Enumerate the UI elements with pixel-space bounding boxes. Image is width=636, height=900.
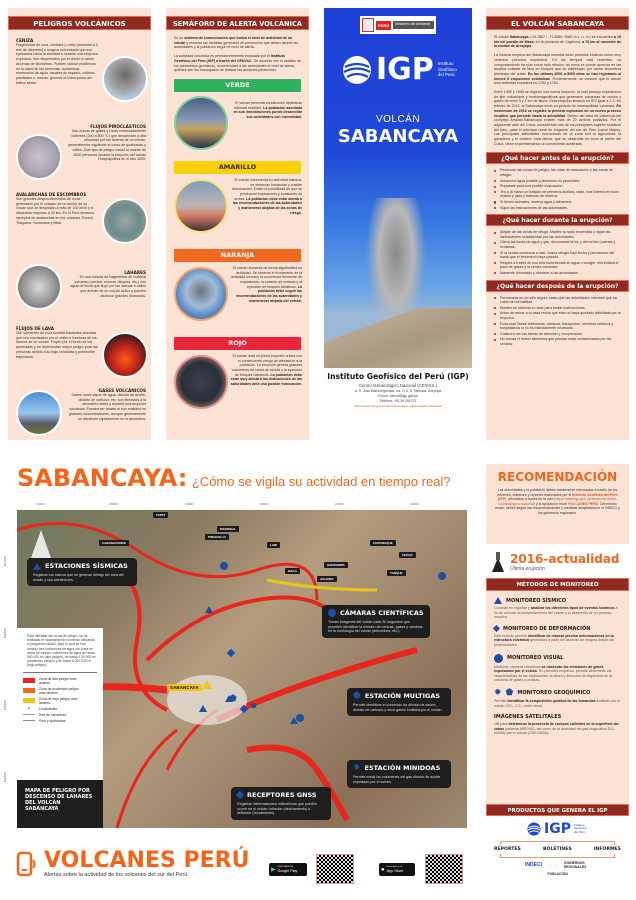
legend-label: Zona de alto peligro ante lahares [39,676,77,685]
diamond-icon [493,625,500,632]
box-text: Permite identificar el contenido de dióxido de azufre, dióxido de carbono y otros gases emitidos por el volcán. [353,703,443,712]
box-text: Registran deformaciones milimétricas que pueden ocurrir en el volcán: inflación (hinchamiento) o deflación (hundimiento). [237,802,317,816]
legend-box-camaras [322,605,430,638]
cover-photo [324,8,472,368]
durante-list [486,230,629,275]
box-title: CÁMARAS CIENTÍFICAS [340,609,424,617]
cover-volcano-name: SABANCAYA [337,126,459,147]
hazard-avalanchas [16,192,98,225]
distribution-row [486,861,629,869]
peligros-list [8,30,151,434]
metodos-panel [486,578,629,830]
camera-station-icon[interactable] [220,562,228,570]
list-item: Si tienes animales, reserva agua y alimentos. [500,200,621,205]
badge-small-text: Descárgalo en el [386,865,402,868]
x-tick: 180000 [109,503,118,506]
legend-label: Ríos y quebradas [39,718,66,723]
metodo-visual [486,654,629,683]
hazard-title: AVALANCHAS DE ESCOMBROS [16,192,87,197]
box-title: ESTACIÓN MULTIGAS [364,692,441,700]
alert-level-naranja [166,249,309,337]
org-email: Correo: cenvul@igp.gob.pe [377,394,419,398]
metodo-deformacion [486,626,629,648]
gobiernos-label: GOBIERNOS REGIONALES [563,861,587,869]
map-heading [17,464,451,492]
town-label: PINCHOLLO [205,534,229,540]
alert-text: El volcán incrementa su actividad sísmica, se observan fumarolas y posible deformación. Existe la posibilidad de que se produzcan explosiones y emisiones de ceniza. La población debe estar atenta a las recomendaciones de las autoridades y mantenerse alejada de las zonas de riesgo. [231,177,302,215]
products-list [494,847,621,852]
metodo-title: MONITOREO DE DEFORMACIÓN [503,625,591,632]
town-label: CHIVAY [399,552,416,558]
box-title: ESTACIÓN MINIDOAS [364,764,441,772]
volcan-title: EL VOLCÁN SABANCAYA [486,16,629,30]
alert-level-verde [166,79,309,161]
peru-label: PERÚ [378,22,390,28]
hazard-title: CENIZA [16,38,34,43]
cover-panel [324,8,472,440]
list-item: Colabora con las tareas de atención y recuperación. [500,332,621,337]
x-tick: 170000 [36,503,45,506]
igp-logo [342,52,460,87]
box-text: Registran los sismos que se generan debajo del área del volcán y sus alrededores. [33,573,124,582]
legend-swatch [23,698,35,703]
legend-item [23,707,97,711]
lahar-zone-high [117,730,177,828]
eruption-label: Última erupción [510,566,545,572]
y-tick: 8270000 [4,556,7,567]
alert-level-label: VERDE [174,79,301,92]
indeci-logo: INDECI [525,862,542,868]
hazard-ceniza [16,38,98,85]
town-label: CABANACONDE [99,540,129,546]
hazard-text: Son grandes desprendimientos de rocas generados por el colapso de un sector de un volcán que se desplazan a más de 100 km/h y a distancias mayores a 20 km. En el Perú tenemos ejemplos de avalanchas en los volcanes Ticsani, Tutupaca, Yucamane y Misti. [16,197,95,225]
product-boletines: BOLETINES [543,847,572,852]
y-tick: 8250000 [4,700,7,711]
y-tick: 8240000 [4,772,7,783]
hazard-title: GASES VOLCÁNICOS [98,388,146,393]
hazard-flujos-photo [16,134,62,180]
alert-text: El volcán aumenta de forma significativa su actividad. Se observa el incremento de la actividad sísmica, la ocurrencia frecuente de explosiones, la emisión de cenizas y la eyección de bloques balísticos. La población debe seguir las recomendaciones de las autoridades y mantenerse alejada del volcán. [231,265,302,303]
alert-photo [174,267,228,321]
seismic-station-icon[interactable] [199,705,207,712]
alert-level-amarillo [166,161,309,249]
product-reportes: REPORTES [494,847,521,852]
hazard-text: Son masas de gases y rocas extremadamente calientes (200 a 800 °C) que descienden a alta velocidad por las laderas de un volcán, generalmente siguiendo el curso de quebradas y valles. Este tipo de peligro causó la muerte de 1500 personas durante la erupción del volcán Huaynaputina en el año 1600. [68,129,146,162]
legend-label: Localidades [39,706,58,711]
box-text: Toman imágenes del volcán cada 30 segundos que permiten identificar la emisión de cenizas, gases y cambios en la morfología del volcán (derrumbes, etc.). [328,620,423,634]
list-item: Permanece en un sitio seguro hasta que las autoridades informen que ha vuelto la normalidad. [500,296,621,305]
legend-swatch [23,688,35,693]
volcan-p2: La historia eruptiva del Sabancaya muestra tanto periodos efusivos como muy violentos periodos explosivos. En los tiempos más recientes, su comportamiento ha sido sobre todo efusivo, tal como se puede apreciar en las amplios coladas de lava en bloques que se distribuyen por varios kilómetros alrededor del cráter. En los últimos 4000 a 5000 años se han registrado al menos 6 erupciones volcánicas. Recientemente, se conoció que el volcán tuvo actividad explosiva en 1752 y 1784. [494,53,621,86]
town-label: COPORAQUE [370,540,396,546]
legend-item [23,697,97,705]
x-tick: 220000 [410,503,419,506]
peru-shield-icon [362,18,374,32]
legend-label: Zona de moderado peligro ante lahares [39,686,79,695]
app-store-qr-code[interactable] [425,854,463,884]
legend-divider [23,672,97,673]
triangle-icon [33,563,41,570]
volcan-p3: Entre 1990 y 1998 se registró una nueva erupción, la cual produjo explosiones de tipo vulcaniana y freatomagmáticas que generaron columnas de ceniza y gases de entre 5 y 7 km de altura. Esta erupción alcanzó un IEV igual a 2-3. En febrero de 2013, el Sabancaya inició un periodo de intranquilidad volcánica. En noviembre de 2016 se registró la primera explosión de un nuevo proceso eruptivo que persiste hasta la actualidad. Dentro del área de influencia del complejo Ampato-Sabancaya existen más de 20 centros poblados. Por el adyacente valle del Colca, considerado uno de los principales lugares turísticos del país, pasa el principal canal de irrigación del sur del Perú (canal Majes). Las principales actividades económicas de la zona son la agricultura, la ganadería y el turismo, esta última, que se desarrolla en torno al cañón del Colca, viene experimentando un crecimiento acelerado. [494,90,621,146]
hazard-text: Fragmentos de roca, cristales y vidrio (menores a 2 mm de diámetro) o magma pulverizado que son eyectados hacia la atmósfera durante una erupción explosiva. Son dispersados por el viento a varios decenas de kilómetros. Pueden causar problemas en la salud de las personas, contaminar reservorios de agua, canales de regadío, cultivos, pastizales e, incluso, generar la interrupción del tráfico aéreo. [16,43,98,85]
arrow-icon: ←→ [547,862,558,868]
products-bracket-bottom [500,854,615,858]
minidoas-station-icon[interactable]: ✹ [250,701,258,711]
igp-full-name: Instituto Geofísico del Perú [573,822,587,834]
metodo-text: Mediante cámaras científicas se observan las emisiones de gases expulsados por el volcán. En periodos eruptivos, permite determinar las características de las explosiones, la altura y dirección de dispersión de la columna de gases y cenizas. [494,664,612,683]
recomendacion-panel [486,464,629,544]
camera-station-icon[interactable] [438,572,446,580]
pentagon-icon: ⬟ [505,687,514,698]
apple-icon: ● [381,866,385,873]
igp-globe-icon [342,55,372,85]
town-label: MACA [285,568,300,574]
list-item: Ten a la mano un botiquín de primeros auxilios, radio, una linterna en buen estado y pilas o baterías de reserva. [500,189,620,199]
x-tick: 190000 [185,503,194,506]
hazard-text: Es una mezcla de fragmentos de material volcánico (ceniza, escoria, bloques, etc.) con agua de lluvia que fluye por las laderas o valles que drenan de un volcán activo y pueden alcanzar grandes distancias. [70,275,146,298]
map-caption: MAPA DE PELIGRO POR DESCENSO DE LAHARES DEL VOLCÁN SABANCAYA [17,780,103,828]
org-center: Centro Vulcanológico Nacional (CENVUL) [358,383,438,388]
despues-list [486,296,629,347]
volcano-icon [492,552,504,572]
circle-icon [494,654,503,663]
recomendacion-title: RECOMENDACIÓN [497,470,618,484]
volcano-label: SABANCAYA [167,684,202,691]
durante-title: ¿Qué hacer durante la erupción? [486,214,629,226]
alert-level-label: AMARILLO [174,161,301,174]
hazard-lahares [66,270,146,299]
star-icon: ✹ [494,687,502,698]
metodos-title: MÉTODOS DE MONITOREO [486,578,629,591]
x-tick: 210000 [335,503,344,506]
peligros-panel [8,8,151,440]
list-item: Almacena agua potable y alimentos no perecibles. [500,179,621,184]
poblacion-label: POBLACIÓN [547,872,568,876]
semaforo-title: SEMÁFORO DE ALERTA VOLCÁNICA [166,16,309,30]
town-label: ACHOMA [317,576,337,582]
star-icon: ✹ [353,763,361,773]
list-item: Aléjate de las zonas de riesgo. Mantén la radio encendida y sigue las instrucciones establecidas por las autoridades. [500,230,621,239]
badge-small-text: DISPONIBLE EN [277,865,293,868]
box-text: Permite medir los volúmenes del gas dióxido de azufre expulsado por el volcán. [353,775,441,784]
map-note: Para delimitar las zonas de peligro, se ha realizado el modelamiento numérico utilizando el programa LaharZ, para lo cual se han tomado tres volúmenes de agua con base en datos de campo: volúmenes de agua de hasta 500 000 m³ (alto peligro), de hasta 4 00 000 m³ (moderado peligro) y de hasta 8 000 000 m³ (bajo peligro). [27,634,96,668]
legend-swatch [23,678,35,683]
list-item: Mantente informado y obedece a las autoridades. [500,271,621,276]
legend-label: Zona de bajo peligro ante lahares [39,696,78,705]
x-tick: 200000 [260,503,269,506]
legend-swatch [23,720,35,722]
legend-box-sismicas [27,558,137,586]
list-item: Reconoce las zonas de peligro, las rutas de evacuación y las zonas de refugio. [500,168,621,177]
peligros-title: PELIGROS VOLCÁNICOS [8,16,151,30]
north-arrow-icon [31,530,51,558]
diamond-icon [236,791,244,799]
box-title: ESTACIONES SÍSMICAS [45,562,128,570]
play-icon: ▶ [271,867,276,873]
alert-photo [174,355,228,409]
metodo-text: Este método permite identificar de manera precisa deformaciones en la estructura volcánica generados a partir del ascenso de magma desde las profundidades. [494,633,614,647]
list-item: Sigue las instrucciones de las autoridades. [500,206,621,211]
badge-store-name: App Store [386,868,404,873]
metodo-satelital [486,714,629,736]
list-item: Antes de entrar a tu casa revisa que esta no haya quedado debilitada por la erupción. [500,311,621,320]
productos-panel [486,804,629,900]
productos-title: PRODUCTOS QUE GENERA EL IGP [486,804,629,816]
map-subtitle: ¿Cómo se vigila su actividad en tiempo real? [191,474,451,489]
multigas-station-icon[interactable]: ⬟ [229,693,237,703]
legend-box-multigas [347,688,451,716]
hazard-text: Gases como vapor de agua, dióxido de azufre, dióxido de carbono, etc. son liberados a la atmósfera antes y durante una erupción volcánica. Pueden ser letales si son emitidos en grandes concentraciones, aunque generalmente se disuelven rápidamente en la atmósfera. [68,393,146,421]
metodo-text: Útil para determinar la presencia de cuerpos calientes en la superficie del cráter (sistema MIROVA), así como de la densidad del gas magmático SO₂ emitido por el volcán (OMI-NASA). [494,722,619,736]
hazard-ceniza-photo [102,56,148,102]
org-phone: Teléfono: +51 54 251373 [379,399,417,403]
igp-full-name: Instituto Geofísico del Perú [437,61,457,78]
alert-photo [174,179,228,233]
recomendacion-text: Las autoridades y la población deben mantenerse informadas a través de los informes, boletines y reportes elaborados por el Instituto Geofísico del Perú (IGP), difundidos a través de la web (https://www.igp.gob.pe/servicios/centro-vulcanologico-nacional) y la aplicación móvil VOLCANES PERÚ. Del mismo modo, deben seguir las recomendaciones y medidas adoptadas por el INDECI y los gobiernos regionales. [495,488,620,515]
legend-swatch [23,714,35,715]
town-label: ICHUPAMPA [324,562,348,568]
igp-globe-icon [527,822,541,836]
map-title: SABANCAYA: [17,464,188,492]
volcan-p1: El volcán Sabancaya (-15.7867 / -71.8560; 5960 m s. n. m.) se encuentra a 19 km del pueblo de Maca, en la provincia de Caylloma, a 76 km al noroeste de la ciudad de Arequipa. [494,35,622,49]
legend-label: Red de carreteras [39,712,67,717]
legend-items [17,677,103,723]
google-play-badge[interactable] [269,863,307,876]
hazard-title: FLUJOS DE LAVA [16,326,54,331]
town-label: YANQUE [387,570,406,576]
google-play-qr-code[interactable] [316,854,354,884]
legend-item [23,677,97,685]
list-item: Respira a través de una tela humedecida en agua o vinagre, ello evitará el paso de gases y la ceniza volcánica. [500,261,621,270]
app-name: VOLCANES PERÚ [44,848,250,873]
list-item: Mantén en sintonía tu radio para recibir instrucciones. [500,306,621,311]
camera-station-icon[interactable] [296,714,304,722]
box-title: RECEPTORES GNSS [247,791,317,799]
triangle-icon [494,597,502,604]
metodo-text: Consiste en registrar y analizar los diferentes tipos de eventos sísmicos a fin de conocer el comportamiento del volcán y el desarrollo de un proceso eruptivo. [494,606,618,620]
circle-icon [328,609,336,617]
lahar-zone-high [147,598,337,661]
hazard-text: Son corrientes de roca fundida bastantes viscosas que son expulsados por el cráter o fracturas de los flancos de un volcán. Fluyen por el fondo de las quebradas y no representan mayor peligro para las personas debido a su bajo velocidad y predecible trayectoria. [16,331,98,359]
phone-alert-icon [16,851,38,877]
hazard-lahares-photo [16,264,62,310]
product-informes: INFORMES [593,847,621,852]
hazard-lava-photo [102,332,148,378]
badge-store-name: Google Play [277,868,298,873]
list-item: Si la ceniza comienza a caer, busca refugio bajo techo y permanece allí hasta que el fenómeno haya pasado. [500,251,621,260]
alert-photo [174,96,228,150]
ministry-label: Ministerio del Ambiente [393,21,434,29]
metodo-title: MONITOREO GEOQUÍMICO [517,689,591,696]
metodo-title: MONITOREO SÍSMICO [506,597,567,604]
products-bracket [500,841,615,845]
town-label: MADRIGAL [217,526,239,532]
alert-level-label: NARANJA [174,249,301,262]
alert-level-label: ROJO [174,337,301,350]
org-address: A. H. José María Arguedas, mz. D, lt. 8, Sachaca, Arequipa [354,389,442,393]
legend-box-gnss [231,787,331,820]
antes-title: ¿Qué hacer antes de la erupción? [486,152,629,164]
app-brand [16,850,249,878]
legend-box-minidoas [347,760,451,788]
seismic-station-icon[interactable] [205,606,213,613]
hazard-title: LAHARES [124,270,146,275]
hazard-title: FLUJOS PIROCLÁSTICOS [90,124,146,129]
app-tagline: Alertas sobre la actividad de los volcanes del sur del Perú [44,872,188,878]
eruption-years: 2016-actualidad [510,552,620,566]
antes-list [486,168,629,210]
alert-text: El volcán está en plena erupción crítica con el consecuente riesgo de afectación a la población. La erupción genera grandes volúmenes de caída de ceniza y la eyección de bloques balísticos. La población debe estar muy atenta a las indicaciones de las autoridades ante una posible evacuación. [230,353,302,387]
metodo-title: MONITOREO VISUAL [507,655,564,662]
list-item: Evita usar líneas telefónicas, caminos, transportes, servicios médicos y hospitalarios si no es estrictamente necesario. [500,322,621,331]
list-item: No comas ni bebas alimentos que puedan estar contaminados por las cenizas. [500,337,621,346]
cover-volcan-label: VOLCÁN [375,114,421,125]
locality-dot-icon: • [28,705,30,712]
ministry-logo [360,16,436,34]
hazard-gases [66,388,146,421]
igp-logo-small [486,821,629,837]
org-url-link[interactable]: https://www.igp.gob.pe/servicios/centro-vulcanologico-nacional/ [354,404,442,408]
volcano-marker-icon [202,680,212,689]
metodo-text: Permite identificar la composición química de las fumarolas emitidas por el volcán (SO₂, CO₂, entre otros). [494,698,621,708]
metodo-title: IMÁGENES SATELITALES [494,714,562,721]
town-label: TAPAY [153,512,168,518]
list-item: Prepárate para una posible evacuación. [500,184,621,189]
hazard-avalanchas-photo [102,198,148,244]
semaforo-intro-2: La actividad volcánica es permanentemente evaluada por el Instituto Geofísico del Perú (IGP) a través del CENVUL. De acuerdo con el análisis de los parámetros geofísicos, recomendará a las autoridades el nivel de alerta, quienes son los encargados de realizar las acciones pertinentes. [174,54,301,73]
igp-wordmark: IGP [544,821,571,837]
igp-wordmark: IGP [376,52,434,87]
volcan-panel [486,8,629,440]
alert-level-rojo [166,337,309,417]
metodo-geoquimico [486,689,629,708]
app-store-badge[interactable] [379,863,415,876]
list-item: Cierra las llaves de agua y gas, desconecta la luz y cierra bien puertas y ventanas. [500,240,621,249]
lahar-hazard-map[interactable] [17,510,467,828]
pentagon-icon: ⬟ [353,691,361,701]
legend-item [23,713,97,717]
legend-item [23,719,97,723]
org-name: Instituto Geofísico del Perú (IGP) [327,372,469,381]
hazard-gases-photo [16,390,62,436]
y-tick: 8260000 [4,628,7,639]
despues-title: ¿Qué hacer después de la erupción? [486,280,629,292]
alert-text: El volcán presenta condiciones dinámicas internas estables. La población asentada en sus inmediaciones puede desarrollar sus actividades con normalidad. [233,100,302,120]
hazard-flujos [66,124,146,162]
last-eruption [492,552,619,572]
metodo-sismico [486,597,629,620]
hazard-lava [16,326,98,359]
legend-item [23,687,97,695]
town-label: LARI [267,542,280,548]
volcano-slope [324,308,472,368]
semaforo-intro-1: Es un sistema de comunicación que indica el nivel de actividad de un volcán y muestra las medidas generales de prevención que deben asumir las autoridades y la población según el nivel de alerta. [174,36,299,50]
semaforo-panel [166,8,309,440]
